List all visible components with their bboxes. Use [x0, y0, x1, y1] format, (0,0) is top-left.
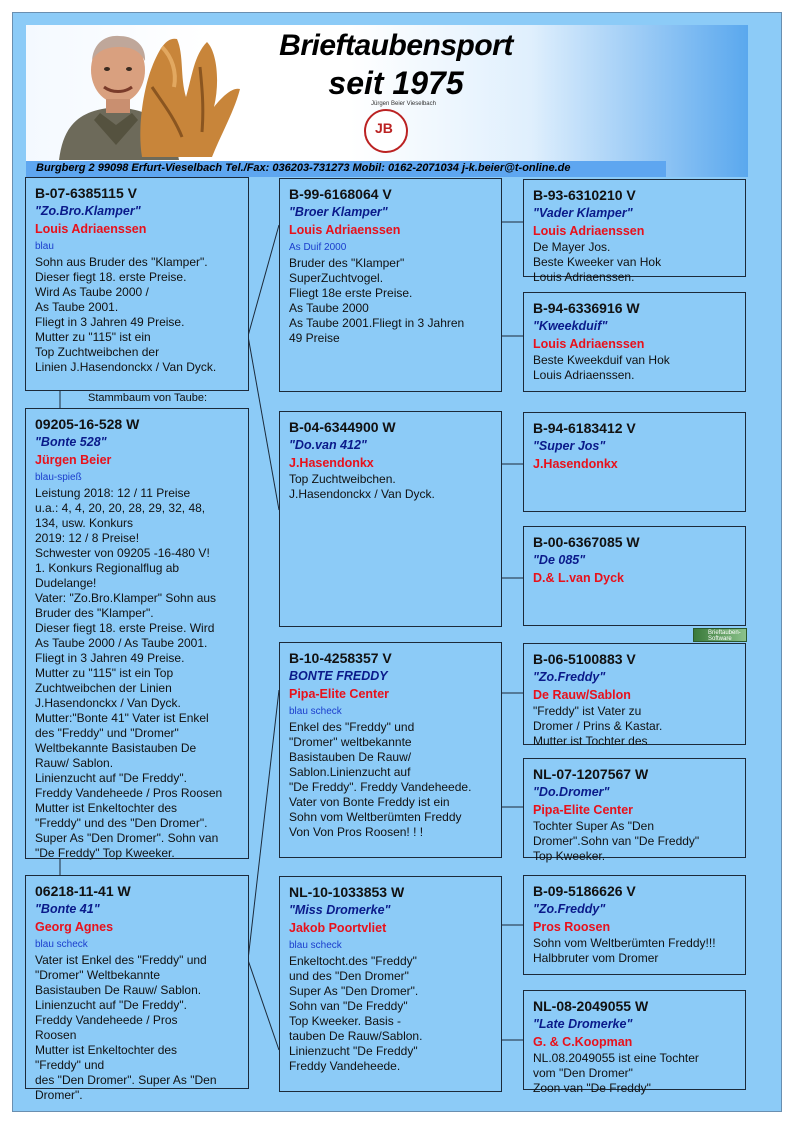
plumage-color: blau scheck — [289, 706, 342, 717]
plumage-color: As Duif 2000 — [289, 242, 347, 253]
breeder-name: Jakob Poortvliet — [289, 921, 387, 935]
pigeon-description: Leistung 2018: 12 / 11 Preise u.a.: 4, 4, 20, 20, 28, 29, 32, 48, 134, usw. Konkurs 2019: 12 / 8 Preise! Schwester von 09205 -16-480 V! 1. Konkurs Regionalflug ab Dudelange! Vater: "Zo.Bro.Klamper" Sohn aus Bruder des "Klamper". Dieser fiegt 18. erste Preise. Wird As Taube 2000 / As Taube 2001. Fliegt in 3 Jahren 49 Preise. Mutter zu "115" ist ein Top Zuchtweibchen der Linien J.Hasendonckx / Van Dyck. Mutter:"Bonte 41" Vater ist Enkel des "Freddy" und "Dromer" Weltbekannte Basistauben De Rauw/ Sablon. Linienzucht auf "De Freddy". Freddy Vandeheede / Pros Roosen Mutter ist Enkeltochter des "Freddy" und des "Den Dromer". Super As "Den Dromer". Sohn van "De Freddy" Top Kweeker. — [35, 486, 223, 860]
header-banner — [26, 25, 748, 177]
plumage-color: blau — [35, 241, 54, 252]
ring-number: B-04-6344900 W — [289, 419, 396, 435]
ring-number: B-93-6310210 V — [533, 187, 636, 203]
ring-number: B-07-6385115 V — [35, 185, 137, 201]
breeder-name: Pipa-Elite Center — [533, 803, 634, 817]
ring-number: NL-08-2049055 W — [533, 998, 649, 1014]
sss-card[interactable] — [523, 179, 746, 284]
sds-card[interactable] — [523, 412, 746, 512]
breeder-name: Louis Adriaenssen — [533, 337, 645, 351]
dam-dam-card[interactable] — [279, 876, 502, 1092]
dss-card[interactable] — [523, 643, 746, 748]
pigeon-name: "Vader Klamper" — [533, 206, 633, 220]
ssd-card[interactable] — [523, 292, 746, 392]
ring-number: B-94-6183412 V — [533, 420, 636, 436]
pigeon-description: Top Zuchtweibchen. J.Hasendonckx / Van Dyck. — [289, 472, 435, 501]
ring-number: B-10-4258357 V — [289, 650, 392, 666]
ring-number: B-06-5100883 V — [533, 651, 636, 667]
logo-initials: JB — [375, 120, 393, 136]
contact-address: Burgberg 2 99098 Erfurt-Vieselbach Tel./Fax: 036203-731273 Mobil: 0162-2071034 j-k.beier@t-online.de — [36, 162, 571, 174]
pigeon-description: De Mayer Jos. Beste Kweeker van Hok Louis Adriaenssen. — [533, 240, 662, 284]
ring-number: B-00-6367085 W — [533, 534, 640, 550]
breeder-name: Jürgen Beier — [35, 453, 112, 467]
pigeon-description: "Freddy" ist Vater zu Dromer / Prins & Kastar. Mutter ist Tochter des — [533, 704, 663, 748]
pigeon-name: "Zo.Bro.Klamper" — [35, 204, 141, 218]
breeder-name: Louis Adriaenssen — [35, 222, 147, 236]
breeder-name: J.Hasendonkx — [289, 456, 374, 470]
dsd-card[interactable] — [523, 758, 746, 863]
ddd-card[interactable] — [523, 990, 746, 1095]
pigeon-description: Beste Kweekduif van Hok Louis Adriaenssen. — [533, 353, 670, 382]
breeder-name: J.Hasendonkx — [533, 457, 618, 471]
ring-number: B-94-6336916 W — [533, 300, 640, 316]
club-logo — [364, 109, 408, 153]
pigeon-description: Tochter Super As "Den Dromer".Sohn van "De Freddy" Top Kweeker. — [533, 819, 700, 863]
pigeon-name: "Zo.Freddy" — [533, 902, 606, 916]
pedigree-caption: Stammbaum von Taube: — [88, 392, 208, 404]
ring-number: 06218-11-41 W — [35, 883, 131, 899]
pigeon-name: "Super Jos" — [533, 439, 606, 453]
dds-card[interactable] — [523, 875, 746, 975]
plumage-color: blau-spieß — [35, 472, 82, 483]
pigeon-name: "Broer Klamper" — [289, 205, 388, 219]
pigeon-description: Enkel des "Freddy" und "Dromer" weltbekannte Basistauben De Rauw/ Sablon.Linienzucht auf "De Freddy". Freddy Vandeheede. Vater von Bonte Freddy ist ein Sohn vom Weltberümten Freddy Von Von Pros Roosen! ! ! — [289, 720, 472, 839]
pigeon-description: Sohn vom Weltberümten Freddy!!! Halbbruter vom Dromer — [533, 936, 716, 965]
pigeon-name: "Do.Dromer" — [533, 785, 610, 799]
pigeon-name: "Miss Dromerke" — [289, 903, 391, 917]
breeder-name: De Rauw/Sablon — [533, 688, 631, 702]
ring-number: B-09-5186626 V — [533, 883, 636, 899]
dam-card[interactable] — [25, 875, 249, 1102]
banner-title: Brieftaubensport — [279, 29, 513, 62]
plumage-color: blau scheck — [35, 939, 88, 950]
breeder-name: Louis Adriaenssen — [289, 223, 401, 237]
pigeon-name: "Bonte 41" — [35, 902, 100, 916]
sdd-card[interactable] — [523, 526, 746, 626]
breeder-name: Georg Agnes — [35, 920, 114, 934]
pigeon-description: NL.08.2049055 ist eine Tochter vom "Den Dromer" Zoon van "De Freddy" — [533, 1051, 699, 1095]
breeder-name: Pipa-Elite Center — [289, 687, 390, 701]
banner-subtitle-year: seit 1975 — [328, 65, 464, 101]
pigeon-name: "Zo.Freddy" — [533, 670, 606, 684]
breeder-name: D.& L.van Dyck — [533, 571, 625, 585]
breeder-name: Louis Adriaenssen — [533, 224, 645, 238]
pigeon-description: Sohn aus Bruder des "Klamper". Dieser fiegt 18. erste Preise. Wird As Taube 2000 / As Taube 2001. Fliegt in 3 Jahren 49 Preise. Mutter zu "115" ist ein Top Zuchtweibchen der Linien J.Hasendonckx / Van Dyck. — [35, 255, 217, 374]
ring-number: NL-10-1033853 W — [289, 884, 405, 900]
badge-text: Brieftauben-Software — [708, 630, 741, 642]
breeder-name: G. & C.Koopman — [533, 1035, 633, 1049]
pigeon-name: "Late Dromerke" — [533, 1017, 633, 1031]
pigeon-name: "De 085" — [533, 553, 586, 567]
ring-number: 09205-16-528 W — [35, 416, 140, 432]
subject-card[interactable] — [25, 408, 249, 859]
plumage-color: blau scheck — [289, 940, 342, 951]
pigeon-description: Bruder des "Klamper" SuperZuchtvogel. Fliegt 18e erste Preise. As Taube 2000 As Taube 2001.Fliegt in 3 Jahren 49 Preise — [289, 256, 465, 345]
breeder-name: Pros Roosen — [533, 920, 611, 934]
pigeon-description: Vater ist Enkel des "Freddy" und "Dromer" Weltbekannte Basistauben De Rauw/ Sablon. Linienzucht auf "De Freddy". Freddy Vandeheede / Pros Roosen Mutter ist Enkeltochter des "Freddy" und des "Den Dromer". Super As "Den Dromer". — [35, 953, 217, 1102]
pigeon-name: "Kweekduif" — [533, 319, 608, 333]
sire-sire-card[interactable] — [279, 178, 502, 392]
sire-dam-card[interactable] — [279, 411, 502, 627]
ring-number: B-99-6168064 V — [289, 186, 392, 202]
ring-number: NL-07-1207567 W — [533, 766, 649, 782]
pigeon-name: "Do.van 412" — [289, 438, 367, 452]
banner-owner-text: Jürgen Beier Vieselbach — [371, 101, 436, 107]
pigeon-name: "Bonte 528" — [35, 435, 107, 449]
pigeon-description: Enkeltocht.des "Freddy" und des "Den Dromer" Super As "Den Dromer". Sohn van "De Freddy" Top Kweeker. Basis - tauben De Rauw/Sablon. Linienzucht "De Freddy" Freddy Vandeheede. — [289, 954, 423, 1073]
pigeon-name: BONTE FREDDY — [289, 669, 388, 683]
software-badge — [693, 628, 747, 642]
wood-carving-image — [122, 27, 242, 159]
sire-card[interactable] — [25, 177, 249, 391]
dam-sire-card[interactable] — [279, 642, 502, 858]
